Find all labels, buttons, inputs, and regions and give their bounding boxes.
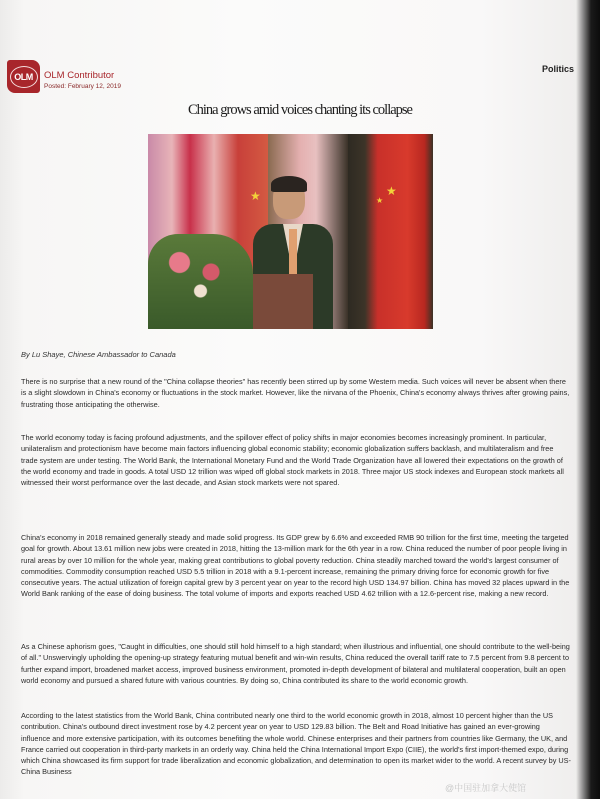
article-paragraph: China's economy in 2018 remained generally steady and made solid progress. Its GDP grew by 6.6% and exceeded RMB 90 trillion for the first time, meeting the targeted goal for growth. About 13.61 million new jobs were created in 2018, hitting the 13-million mark for the 6th year in a row. China reduced the number of poor people living in rural areas by over 10 million for the whole year, making great contributions to global poverty reduction. China steadily marched toward the world's largest consumer of commodities. Commodity consumption reached USD 5.5 trillion in 2018 with a 9.1-percent increase, remaining the primary driving force for economic growth for five consecutive years. The actual utilization of foreign capital grew by 3 percent year on year to the record high USD 134.97 billion. China has moved 32 places upward in the World Bank ranking of the ease of doing business. The total volume of imports and exports reached USD 4.62 trillion with a 12.6-percent rise, making a new record. — [21, 533, 570, 599]
contributor-name: OLM Contributor — [44, 70, 115, 81]
article-photo — [148, 134, 433, 329]
china-flag-backdrop — [348, 134, 433, 329]
article-paragraph: As a Chinese aphorism goes, "Caught in difficulties, one should still hold himself to a high standard; when illustrious and influential, one should contribute to the well-being of all." Unswervingly upholding the opening-up strategy featuring mutual benefit and win-win results, China reduced the overall tariff rate to 7.5 percent from 9.8 percent to further expand import, broadened market access, improved business environment, promoted in-depth development of bilateral and multilateral cooperation, built an open world economy and pursued a shared future with various countries. By doing so, China contributed its share to the world economic growth. — [21, 642, 570, 685]
flower-arrangement — [148, 234, 253, 329]
article-paragraph: The world economy today is facing profound adjustments, and the spillover effect of policy shifts in major economies becomes increasingly prominent. In particular, unilateralism and protectionism have become main factors influencing global economic stability; economic globalization suffers backlash, and multilateralism and free trade system are under testing. The World Bank, the International Monetary Fund and the World Trade Organization have all lowered their expectations on the growth of the world economy and trade in goods. A total USD 12 trillion was wiped off global stock markets in 2018. Three major US stock indexes and European stock markets all witnessed their worst performance over the last decade, and Asian stock markets were not spared. — [21, 433, 564, 488]
flag-star-icon: ★ — [250, 189, 261, 203]
posted-date: Posted: February 12, 2019 — [44, 83, 121, 90]
olm-logo — [7, 60, 40, 93]
flag-star-icon: ★ — [386, 184, 397, 198]
watermark: @中国驻加拿大使馆 — [445, 783, 527, 793]
section-label: Politics — [542, 64, 575, 74]
flag-star-icon: ★ — [376, 196, 384, 205]
article-paragraph: There is no surprise that a new round of the "China collapse theories" has recently been stirred up by some Western media. Such voices will never be absent when there is a slight slowdown in China's economy or fluctuations in the stock market. However, like the nirvana of the Phoenix, China's economy always thrives after growing pains, frustrating those anticipating the otherwise. — [21, 377, 570, 409]
speaker-hair — [271, 176, 307, 192]
article-headline: China grows amid voices chanting its collapse — [187, 102, 412, 118]
article-paragraph: According to the latest statistics from the World Bank, China contributed nearly one third to the world economic growth in 2018, almost 10 percent higher than the US contribution. China's outbound direct investment rose by 4.2 percent year on year to USD 129.83 billion. The Belt and Road Initiative has gained an ever-growing influence and more extensive participation, with its outcomes benefiting the whole world. Chinese enterprises and their partners from countries like Germany, the UK, and France carried out cooperation in third-party markets in an orderly way. China held the China International Import Expo (CIIE), the world's first import-themed expo, during which China showcased its firm support for trade liberalization and economic globalization, and determination to open its market wider to the world. A recent survey by US-China Business — [21, 711, 571, 777]
speaker-tie — [289, 229, 297, 274]
article-byline: By Lu Shaye, Chinese Ambassador to Canada — [21, 350, 176, 359]
olm-logo-text: OLM — [10, 66, 38, 88]
